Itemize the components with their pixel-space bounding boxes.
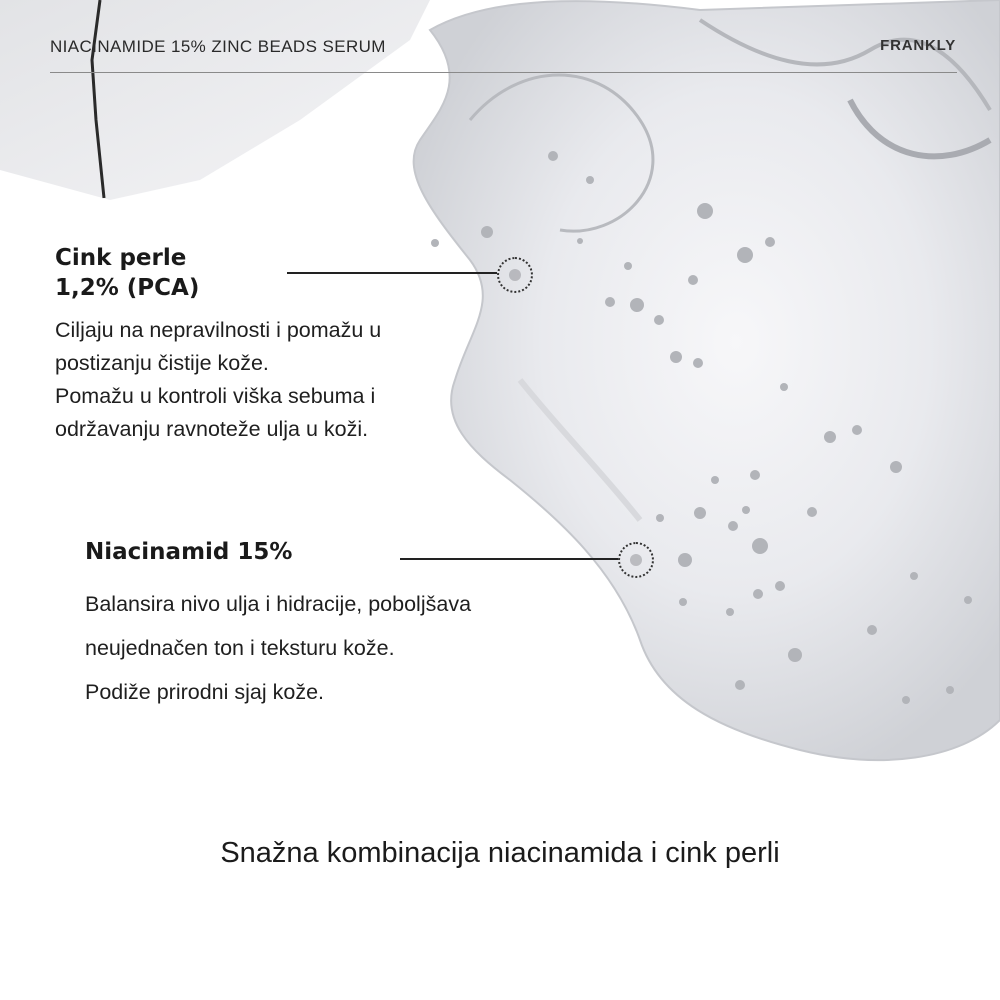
dropper-tip xyxy=(0,0,430,200)
brand-logo: FRANKLY xyxy=(880,37,956,54)
description-line: postizanju čistije kože. xyxy=(55,351,269,375)
zinc-beads-description xyxy=(55,314,495,446)
heading-line: 1,2% (PCA) xyxy=(55,275,200,301)
description-line: Pomažu u kontroli viška sebuma i xyxy=(55,384,376,408)
description-line: neujednačen ton i teksturu kože. xyxy=(85,636,395,660)
callout-marker xyxy=(497,257,533,293)
description-line: Ciljaju na nepravilnosti i pomažu u xyxy=(55,318,382,342)
niacinamide-heading: Niacinamid 15% xyxy=(85,539,293,565)
heading-line: Cink perle xyxy=(55,245,187,271)
description-line: održavanju ravnoteže ulja u koži. xyxy=(55,417,369,441)
niacinamide-description xyxy=(85,582,605,714)
zinc-beads-heading xyxy=(55,243,295,303)
description-line: Balansira nivo ulja i hidracije, poboljšava xyxy=(85,592,472,616)
description-line: Podiže prirodni sjaj kože. xyxy=(85,680,325,704)
callout-line xyxy=(287,272,497,274)
callout-marker xyxy=(618,542,654,578)
header-divider xyxy=(50,72,957,73)
product-title: NIACINAMIDE 15% ZINC BEADS SERUM xyxy=(50,37,386,56)
callout-line xyxy=(400,558,618,560)
tagline: Snažna kombinacija niacinamida i cink perli xyxy=(220,837,780,869)
